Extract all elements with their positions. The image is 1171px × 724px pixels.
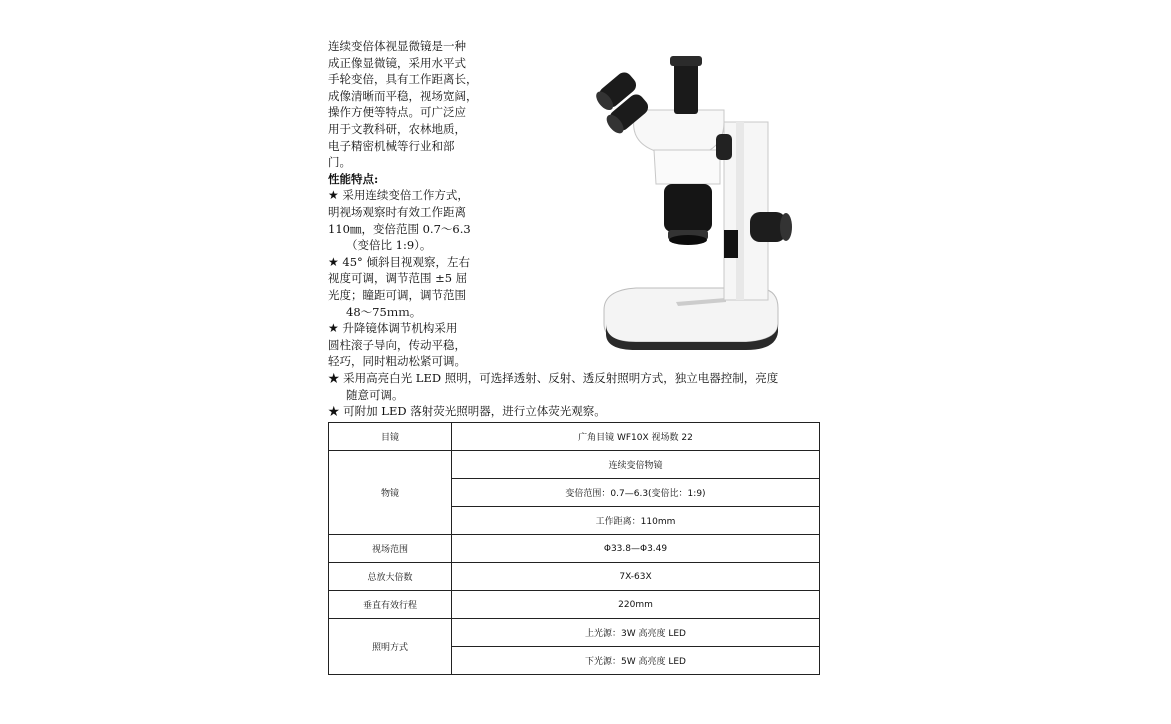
feature-text: 45° 倾斜目视观察，左右 — [342, 254, 470, 269]
spec-key: 照明方式 — [329, 619, 452, 675]
feature-text: 轻巧，同时粗动松紧可调。 — [328, 354, 466, 369]
intro-line: 手轮变倍，具有工作距离长， — [328, 72, 478, 87]
spec-value: Φ33.8—Φ3.49 — [452, 535, 820, 563]
feature-text: 110㎜，变倍范围 0.7～6.3 — [328, 221, 471, 236]
star-icon: ★ — [328, 371, 340, 385]
feature-text: 升降镜体调节机构采用 — [342, 321, 458, 336]
intro-line: 电子精密机械等行业和部 — [328, 138, 455, 153]
intro-line: 成正像显微镜，采用水平式 — [328, 55, 466, 70]
feature-text: 光度；瞳距可调，调节范围 — [328, 287, 466, 302]
spec-value: 下光源：5W 高亮度 LED — [452, 647, 820, 675]
intro-line: 成像清晰而平稳，视场宽阔， — [328, 88, 478, 103]
star-icon: ★ — [328, 188, 339, 203]
feature-2 — [328, 254, 486, 271]
feature-text: 采用高亮白光 LED 照明，可选择透射、反射、透反射照明方式，独立电器控制，亮度 — [343, 371, 779, 385]
feature-tail-wrap — [328, 237, 486, 254]
feature-text: 48～75ｍｍ。 — [346, 304, 422, 319]
star-icon: ★ — [328, 404, 340, 419]
spec-value: 220mm — [452, 591, 820, 619]
feature-4 — [328, 370, 828, 420]
spec-value: 变倍范围：0.7—6.3(变倍比：1:9) — [452, 479, 820, 507]
spec-value: 工作距离：110mm — [452, 507, 820, 535]
feature-text: 可附加 LED 落射荧光照明器，进行立体荧光观察。 — [343, 404, 606, 419]
feature-3 — [328, 320, 486, 337]
microscope-image — [596, 52, 806, 352]
spec-key: 物镜 — [329, 451, 452, 535]
star-icon: ★ — [328, 254, 339, 269]
intro-column — [328, 38, 486, 370]
spec-value: 连续变倍物镜 — [452, 451, 820, 479]
star-icon: ★ — [328, 321, 339, 336]
spec-value: 7X-63X — [452, 563, 820, 591]
feature-text: 明视场观察时有效工作距离 — [328, 204, 466, 219]
intro-line: 门。 — [328, 155, 351, 170]
spec-key: 总放大倍数 — [329, 563, 452, 591]
intro-line: 操作方便等特点。可广泛应 — [328, 105, 466, 120]
feature-text: 视度可调，调节范围 ±5 屈 — [328, 271, 468, 286]
intro-line: 连续变倍体视显微镜是一种 — [328, 39, 466, 53]
feature-text: 随意可调。 — [346, 387, 404, 402]
spec-key: 垂直有效行程 — [329, 591, 452, 619]
spec-key: 目镜 — [329, 423, 452, 451]
feature-1 — [328, 187, 486, 204]
intro-line: 用于文教科研，农林地质， — [328, 121, 466, 136]
feature-text: （变倍比 1:9）。 — [346, 238, 432, 253]
spec-key: 视场范围 — [329, 535, 452, 563]
features-heading: 性能特点: — [328, 171, 379, 186]
feature-text: 圆柱滚子导向，传动平稳， — [328, 337, 466, 352]
feature-tail-wrap — [328, 304, 486, 321]
spec-table — [328, 422, 820, 675]
spec-value: 上光源：3W 高亮度 LED — [452, 619, 820, 647]
spec-value: 广角目镜 WF10X 视场数 22 — [452, 423, 820, 451]
feature-text: 采用连续变倍工作方式， — [342, 188, 469, 203]
